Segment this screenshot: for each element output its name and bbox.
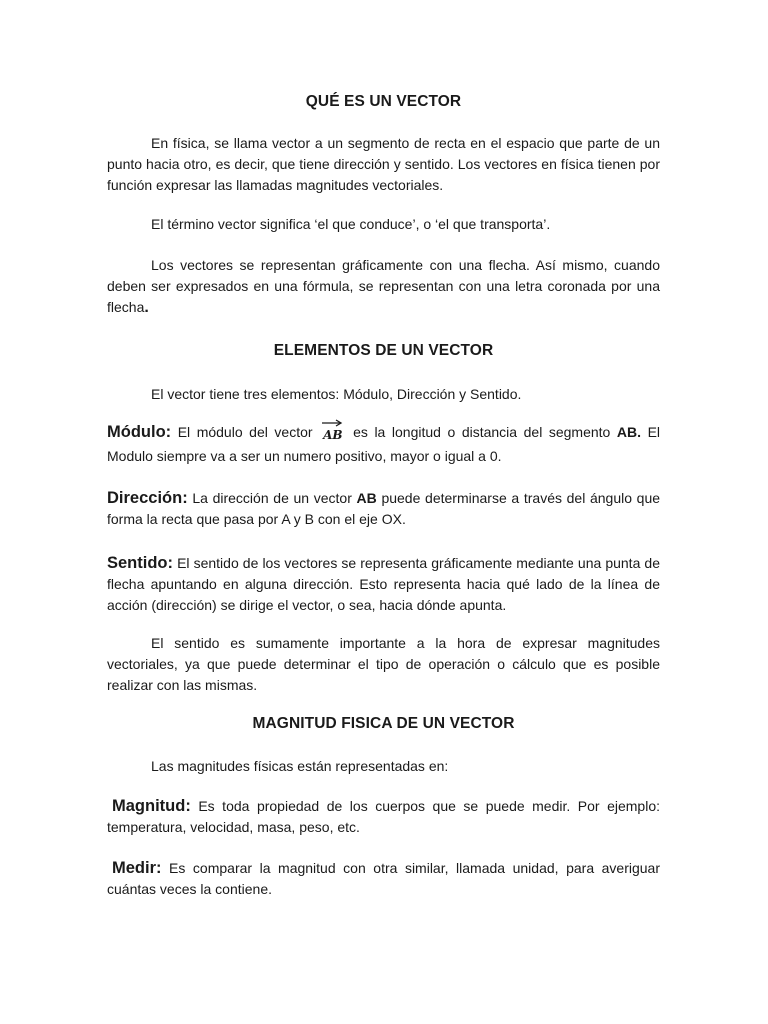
direccion-vector: AB [356,490,377,506]
term-sentido: Sentido: [107,554,173,572]
modulo-text-b: es la longitud o distancia del segmento [353,424,611,440]
magnitud-text: Es toda propiedad de los cuerpos que se puede medir. Por ejemplo: temperatura, velocidad, masa, peso, etc. [107,798,660,835]
paragraph-magnitud [107,796,660,838]
representation-text: Los vectores se representan gráficamente con una flecha. Así mismo, cuando deben ser expresados en una fórmula, se representan con una letra coronada por una flecha [107,257,660,315]
sentido-text: El sentido de los vectores se representa gráficamente mediante una punta de flecha apuntando en alguna dirección. Esto representa hacia qué lado de la línea de acción (dirección) se dirige el vector, o sea, hacia dónde apunta. [107,555,661,613]
heading-elementos-de-un-vector: ELEMENTOS DE UN VECTOR [273,342,494,359]
paragraph-sentido [107,553,660,616]
vector-ab-symbol [321,425,344,446]
term-modulo: Módulo: [107,423,172,441]
modulo-text-c: El Modulo siempre va a ser un numero positivo, mayor o igual a 0. [107,424,661,464]
paragraph-medir [107,858,660,900]
paragraph-direccion [107,488,660,530]
vector-ab-letters: AB [323,428,343,442]
modulo-text-a: El módulo del vector [177,424,313,440]
modulo-segment: AB. [616,424,642,440]
heading-que-es-un-vector: QUÉ ES UN VECTOR [305,93,462,110]
term-magnitud: Magnitud: [112,797,191,815]
medir-text: Es comparar la magnitud con otra similar, llamada unidad, para averiguar cuántas veces la contiene. [107,860,661,897]
representation-period: . [144,299,149,316]
direccion-text-a: La dirección de un vector [192,490,352,506]
term-medir: Medir: [112,859,162,877]
paragraph-elements-intro: El vector tiene tres elementos: Módulo, Dirección y Sentido. [151,386,522,402]
paragraph-term-meaning: El término vector significa ‘el que conduce’, o ‘el que transporta’. [151,216,551,232]
vector-arrow-icon [321,419,343,427]
paragraph-modulo [107,422,660,467]
paragraph-representation [107,255,660,318]
paragraph-magnitudes-intro: Las magnitudes físicas están representadas en: [151,758,449,774]
paragraph-definition: En física, se llama vector a un segmento de recta en el espacio que parte de un punto hacia otro, es decir, que tiene dirección y sentido. Los vectores en física tienen por función expresar las llamadas magnitudes vectoriales. [107,135,660,193]
paragraph-sentido-importance: El sentido es sumamente importante a la hora de expresar magnitudes vectoriales, ya que puede determinar el tipo de operación o cálculo que es posible realizar con las mismas. [107,635,660,693]
direccion-text-b: puede determinarse a través del ángulo que forma la recta que pasa por A y B con el eje OX. [107,490,661,527]
term-direccion: Dirección: [107,489,188,507]
heading-magnitud-fisica: MAGNITUD FISICA DE UN VECTOR [252,715,515,732]
